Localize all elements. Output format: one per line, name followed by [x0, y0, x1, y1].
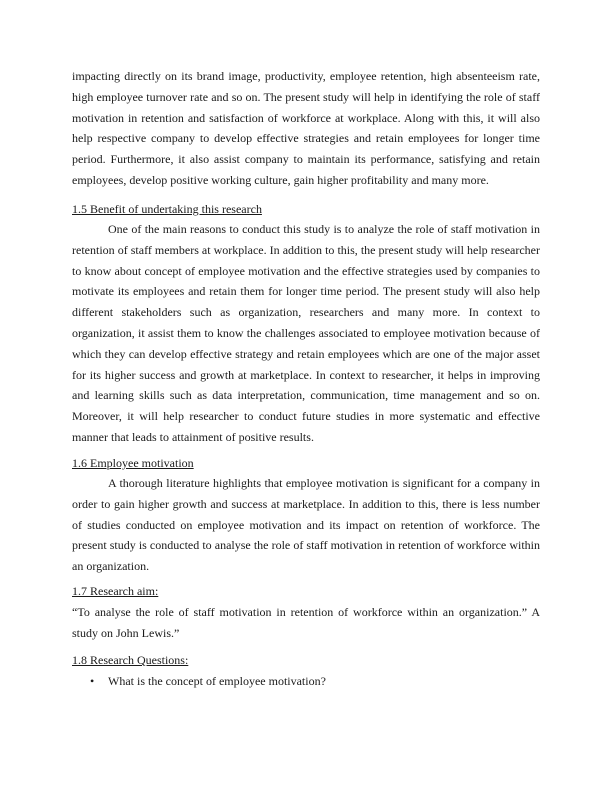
text-line: Moreover, it will help researcher to conduct future studies in more systematic and effective: [72, 409, 540, 424]
text-line: impacting directly on its brand image, productivity, employee retention, high absenteeism rate,: [72, 69, 540, 83]
text-line: different stakeholders such as organization, researchers and many more. In context to: [72, 305, 540, 320]
motivation-paragraph: [72, 473, 540, 577]
text-line: for its higher success and growth at marketplace. In context to researcher, it helps in improving: [72, 367, 540, 382]
text-line: “To analyse the role of staff motivation in retention of workforce within an organization.” A: [72, 605, 540, 619]
research-aim-paragraph: [72, 602, 540, 644]
text-line: motivation in retention and satisfaction of workforce at workplace. Along with this, it will also: [72, 110, 540, 125]
bullet-icon: •: [90, 674, 95, 688]
heading-1-5: 1.5 Benefit of undertaking this research: [72, 202, 262, 216]
text-line: employees, develop positive working culture, gain higher profitability and many more.: [72, 172, 489, 187]
text-line: motivate its employees and retain them for longer time period. The present study will also help: [72, 284, 540, 299]
text-line: retention of staff members at workplace. In addition to this, the present study will help researcher: [72, 242, 540, 257]
research-question-text: What is the concept of employee motivation?: [108, 674, 326, 688]
text-line: which they can develop effective strategy and retain employees which are one of the major asset: [72, 346, 540, 361]
text-line: A thorough literature highlights that employee motivation is significant for a company in: [108, 476, 540, 490]
heading-1-8: 1.8 Research Questions:: [72, 653, 189, 667]
text-line: of studies conducted on employee motivation and its impact on retention of workforce. The: [72, 517, 540, 532]
text-line: to know about concept of employee motivation and the effective strategies used by companies to: [72, 263, 540, 278]
text-line: manner that leads to attainment of positive results.: [72, 429, 314, 444]
intro-paragraph: [72, 66, 540, 191]
text-line: an organization.: [72, 559, 150, 574]
text-line: order to gain higher growth and success at marketplace. In addition to this, there is less number: [72, 496, 540, 511]
text-line: organization, it assist them to know the challenges associated to employee motivation because of: [72, 325, 540, 340]
text-line: help respective company to develop effective strategies and retain employees for longer time: [72, 131, 540, 146]
text-line: study on John Lewis.”: [72, 625, 180, 640]
text-line: One of the main reasons to conduct this study is to analyze the role of staff motivation in: [108, 222, 540, 236]
heading-1-7: 1.7 Research aim:: [72, 584, 159, 598]
text-line: present study is conducted to analyse the role of staff motivation in retention of workforce within: [72, 538, 540, 553]
text-line: period. Furthermore, it also assist company to maintain its performance, satisfying and retain: [72, 152, 540, 167]
benefit-paragraph: [72, 219, 540, 448]
heading-1-6: 1.6 Employee motivation: [72, 456, 194, 470]
text-line: and learning skills such as data interpretation, communication, time management and so on.: [72, 388, 540, 403]
text-line: high employee turnover rate and so on. The present study will help in identifying the role of staff: [72, 89, 540, 104]
research-question-item: [0, 671, 612, 692]
